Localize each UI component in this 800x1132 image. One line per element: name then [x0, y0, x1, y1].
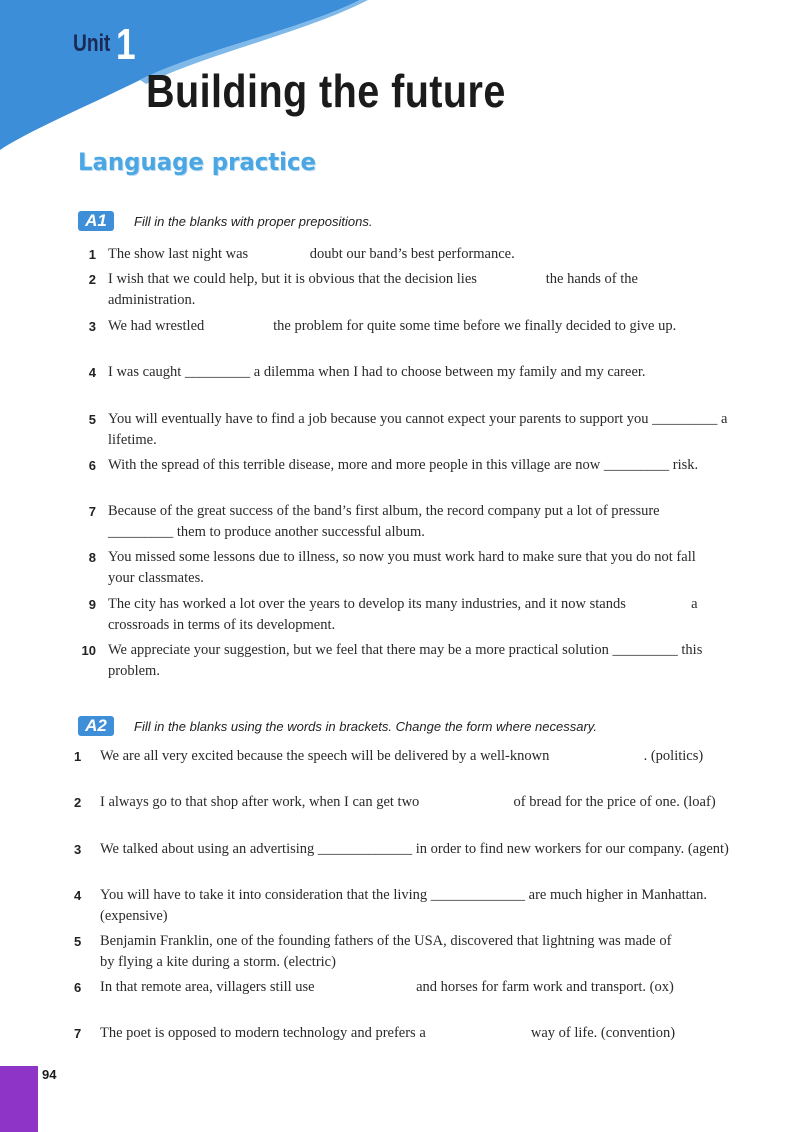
question-number: 3: [74, 842, 82, 857]
question-number: 1: [74, 749, 82, 764]
exercise-a2-instruction: Fill in the blanks using the words in brackets. Change the form where necessary.: [134, 718, 597, 734]
exercise-a2-header: [78, 715, 597, 737]
question-number: 4: [88, 365, 96, 380]
page-number: 94: [42, 1067, 57, 1082]
question-text: With the spread of this terrible disease, more and more people in this village are now _________ risk.: [108, 457, 699, 473]
section-title: Language practice: [78, 148, 316, 176]
question-text: I was caught _________ a dilemma when I had to choose between my family and my career.: [108, 364, 646, 380]
exercise-a1-instruction: Fill in the blanks with proper prepositions.: [134, 213, 373, 229]
question-number: 5: [74, 934, 82, 949]
page-title: Building the future: [146, 65, 506, 117]
question-text: In that remote area, villagers still use and horses for farm work and transport. (ox): [100, 979, 674, 995]
question-number: 2: [74, 795, 82, 810]
question-text: The city has worked a lot over the years to develop its many industries, and it now stands a crossroads in terms of its development.: [108, 596, 702, 633]
page-number-bar: [0, 1066, 38, 1132]
question-number: 9: [88, 597, 96, 612]
unit-number: 1: [116, 20, 136, 69]
question-number: 7: [74, 1026, 82, 1041]
question-text: We are all very excited because the speech will be delivered by a well-known . (politics): [100, 748, 704, 764]
question-text: The poet is opposed to modern technology and prefers a way of life. (convention): [100, 1025, 676, 1041]
question-number: 10: [81, 643, 96, 658]
question-text: I always go to that shop after work, when I can get two of bread for the price of one. (loaf): [100, 794, 716, 810]
question-number: 2: [88, 272, 96, 287]
question-text: Benjamin Franklin, one of the founding fathers of the USA, discovered that lightning was made of by flying a kite during a storm. (electric): [100, 933, 773, 970]
exercise-a1-header: [78, 210, 372, 232]
question-text: I wish that we could help, but it is obvious that the decision lies the hands of the administration.: [108, 271, 642, 308]
question-text: You will have to take it into consideration that the living _____________ are much higher in Manhattan. (expensive): [100, 887, 711, 924]
question-number: 4: [74, 888, 82, 903]
question-text: You will eventually have to find a job because you cannot expect your parents to support you _________ a lifetime.: [108, 411, 732, 448]
unit-label: Unit: [73, 30, 111, 57]
question-number: 6: [88, 458, 96, 473]
exercise-a2-badge: A2: [78, 716, 114, 736]
question-number: 1: [88, 247, 96, 262]
question-number: 7: [88, 504, 96, 519]
question-number: 5: [88, 412, 96, 427]
question-number: 8: [88, 550, 96, 565]
question-text: We talked about using an advertising _____________ in order to find new workers for our company. (agent): [100, 841, 729, 857]
exercise-a1-badge: A1: [78, 211, 114, 231]
question-text: We appreciate your suggestion, but we feel that there may be a more practical solution _________ this problem.: [108, 642, 706, 679]
question-text: The show last night was doubt our band’s best performance.: [108, 246, 515, 262]
question-text: We had wrestled the problem for quite some time before we finally decided to give up.: [108, 318, 677, 334]
question-text: Because of the great success of the band’s first album, the record company put a lot of pressure _________ them to produce another successful album.: [108, 503, 664, 540]
question-number: 3: [88, 319, 96, 334]
question-text: You missed some lessons due to illness, so now you must work hard to make sure that you do not fall your classmates.: [108, 549, 765, 586]
question-number: 6: [74, 980, 82, 995]
